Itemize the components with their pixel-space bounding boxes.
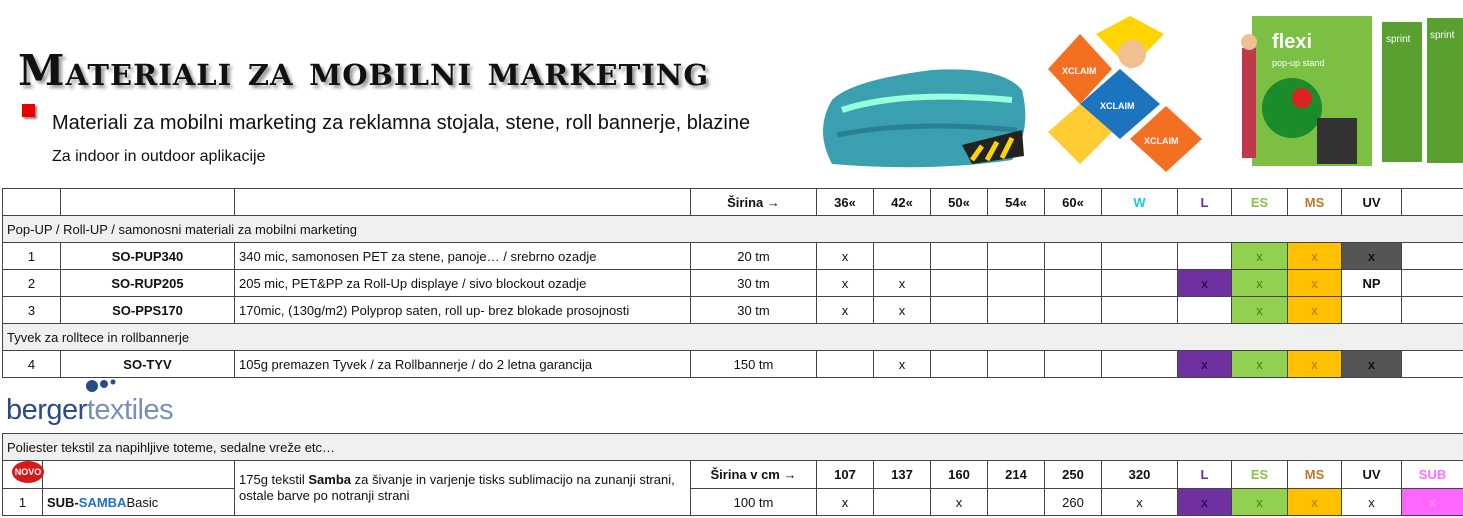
xclaim-label-3: XCLAIM: [1144, 136, 1179, 146]
cell-l: [1178, 297, 1232, 324]
product-width: 20 tm: [691, 243, 817, 270]
page-title: Materiali za mobilni marketing: [18, 46, 710, 95]
table-row: [3, 297, 1463, 324]
section-title: Poliester tekstil za napihljive toteme, sedalne vreže etc…: [3, 434, 1463, 461]
cell-ms: x: [1288, 270, 1342, 297]
col-l: L: [1178, 461, 1232, 489]
product-description: 340 mic, samonosen PET za stene, panoje… / srebrno ozadje: [235, 243, 691, 270]
cell-uv: [1342, 297, 1402, 324]
xclaim-display-image: [1040, 14, 1208, 174]
table-row: [3, 243, 1463, 270]
col-uv: UV: [1342, 189, 1402, 216]
cell-ms: x: [1288, 297, 1342, 324]
textile-table: [2, 433, 1463, 516]
product-code: SO-PUP340: [61, 243, 235, 270]
col-ms: MS: [1288, 461, 1342, 489]
cell-214: [988, 489, 1045, 516]
cell-36: x: [817, 270, 874, 297]
cell-l: [1178, 243, 1232, 270]
flexi-label: flexi: [1272, 31, 1313, 53]
row-number: 1: [3, 489, 43, 516]
sprint-label-2: sprint: [1430, 30, 1455, 41]
berger-logo-icon: [80, 376, 120, 396]
table-header-row: [3, 189, 1463, 216]
cell-ms: x: [1288, 489, 1342, 516]
product-code: SO-PPS170: [61, 297, 235, 324]
cell-es: x: [1232, 243, 1288, 270]
flexi-stand-image: [1222, 8, 1463, 174]
product-description: 175g tekstil Samba za šivanje in varjenje tisks sublimacijo na zunanji strani, ostale barve po notranji strani: [235, 461, 691, 516]
product-width: 30 tm: [691, 270, 817, 297]
cell-250: 260: [1045, 489, 1102, 516]
product-description: 170mic, (130g/m2) Polyprop saten, roll up- brez blokade prosojnosti: [235, 297, 691, 324]
product-code: SO-TYV: [61, 351, 235, 378]
cell-320: x: [1102, 489, 1178, 516]
cell-uv: x: [1342, 243, 1402, 270]
section-row: [3, 324, 1463, 351]
width-header: Širina v cm →: [691, 461, 817, 489]
col-l: L: [1178, 189, 1232, 216]
col-42: 42«: [874, 189, 931, 216]
page-note: Za indoor in outdoor aplikacije: [52, 148, 266, 165]
cell-es: x: [1232, 297, 1288, 324]
cell-es: x: [1232, 351, 1288, 378]
new-badge: NOVO: [12, 461, 44, 483]
brand-logo: [6, 394, 173, 427]
col-107: 107: [817, 461, 874, 489]
product-code: SUB-SAMBABasic: [43, 489, 235, 516]
col-36: 36«: [817, 189, 874, 216]
table-row: [3, 489, 1463, 516]
col-137: 137: [874, 461, 931, 489]
table-row: [3, 351, 1463, 378]
table-header-row: [3, 461, 1463, 489]
cell-uv: NP: [1342, 270, 1402, 297]
cell-es: x: [1232, 489, 1288, 516]
table-row: [3, 270, 1463, 297]
cell-36: [817, 351, 874, 378]
col-60: 60«: [1045, 189, 1102, 216]
cell-l: x: [1178, 270, 1232, 297]
cell-107: x: [817, 489, 874, 516]
col-50: 50«: [931, 189, 988, 216]
product-description: 205 mic, PET&PP za Roll-Up displaye / sivo blockout ozadje: [235, 270, 691, 297]
cell-42: [874, 243, 931, 270]
col-54: 54«: [988, 189, 1045, 216]
col-es: ES: [1232, 189, 1288, 216]
xclaim-label-2: XCLAIM: [1100, 101, 1135, 111]
cell-sub: x: [1402, 489, 1463, 516]
col-sub: SUB: [1402, 461, 1463, 489]
cell-42: x: [874, 297, 931, 324]
section-row: [3, 216, 1463, 243]
product-width: 30 tm: [691, 297, 817, 324]
section-row: [3, 434, 1463, 461]
col-w: W: [1102, 189, 1178, 216]
cell-l: x: [1178, 351, 1232, 378]
cell-137: [874, 489, 931, 516]
col-250: 250: [1045, 461, 1102, 489]
cell-160: x: [931, 489, 988, 516]
popup-label: pop-up stand: [1272, 58, 1325, 68]
xclaim-label-1: XCLAIM: [1062, 66, 1097, 76]
col-320: 320: [1102, 461, 1178, 489]
cell-ms: x: [1288, 351, 1342, 378]
section-title: Tyvek za rolltece in rollbannerje: [3, 324, 1463, 351]
cushion-image: [812, 60, 1034, 172]
cell-es: x: [1232, 270, 1288, 297]
row-number: 4: [3, 351, 61, 378]
product-code: SO-RUP205: [61, 270, 235, 297]
cell-36: x: [817, 297, 874, 324]
product-width: 150 tm: [691, 351, 817, 378]
col-214: 214: [988, 461, 1045, 489]
cell-36: x: [817, 243, 874, 270]
col-ms: MS: [1288, 189, 1342, 216]
col-es: ES: [1232, 461, 1288, 489]
page-subtitle: Materiali za mobilni marketing za reklamna stojala, stene, roll bannerje, blazine: [52, 112, 751, 134]
cell-42: x: [874, 270, 931, 297]
width-header: Širina →: [691, 189, 817, 216]
red-bullet-icon: [22, 104, 35, 117]
cell-ms: x: [1288, 243, 1342, 270]
col-160: 160: [931, 461, 988, 489]
cell-l: x: [1178, 489, 1232, 516]
materials-table: [2, 188, 1463, 378]
cell-uv: x: [1342, 489, 1402, 516]
col-uv: UV: [1342, 461, 1402, 489]
section-title: Pop-UP / Roll-UP / samonosni materiali za mobilni marketing: [3, 216, 1463, 243]
row-number: 3: [3, 297, 61, 324]
cell-42: x: [874, 351, 931, 378]
product-width: 100 tm: [691, 489, 817, 516]
brand-part1: berger: [6, 394, 87, 426]
sprint-label-1: sprint: [1386, 34, 1411, 45]
row-number: 1: [3, 243, 61, 270]
row-number: 2: [3, 270, 61, 297]
product-description: 105g premazen Tyvek / za Rollbannerje / do 2 letna garancija: [235, 351, 691, 378]
cell-uv: x: [1342, 351, 1402, 378]
brand-part2: textiles: [86, 394, 174, 426]
